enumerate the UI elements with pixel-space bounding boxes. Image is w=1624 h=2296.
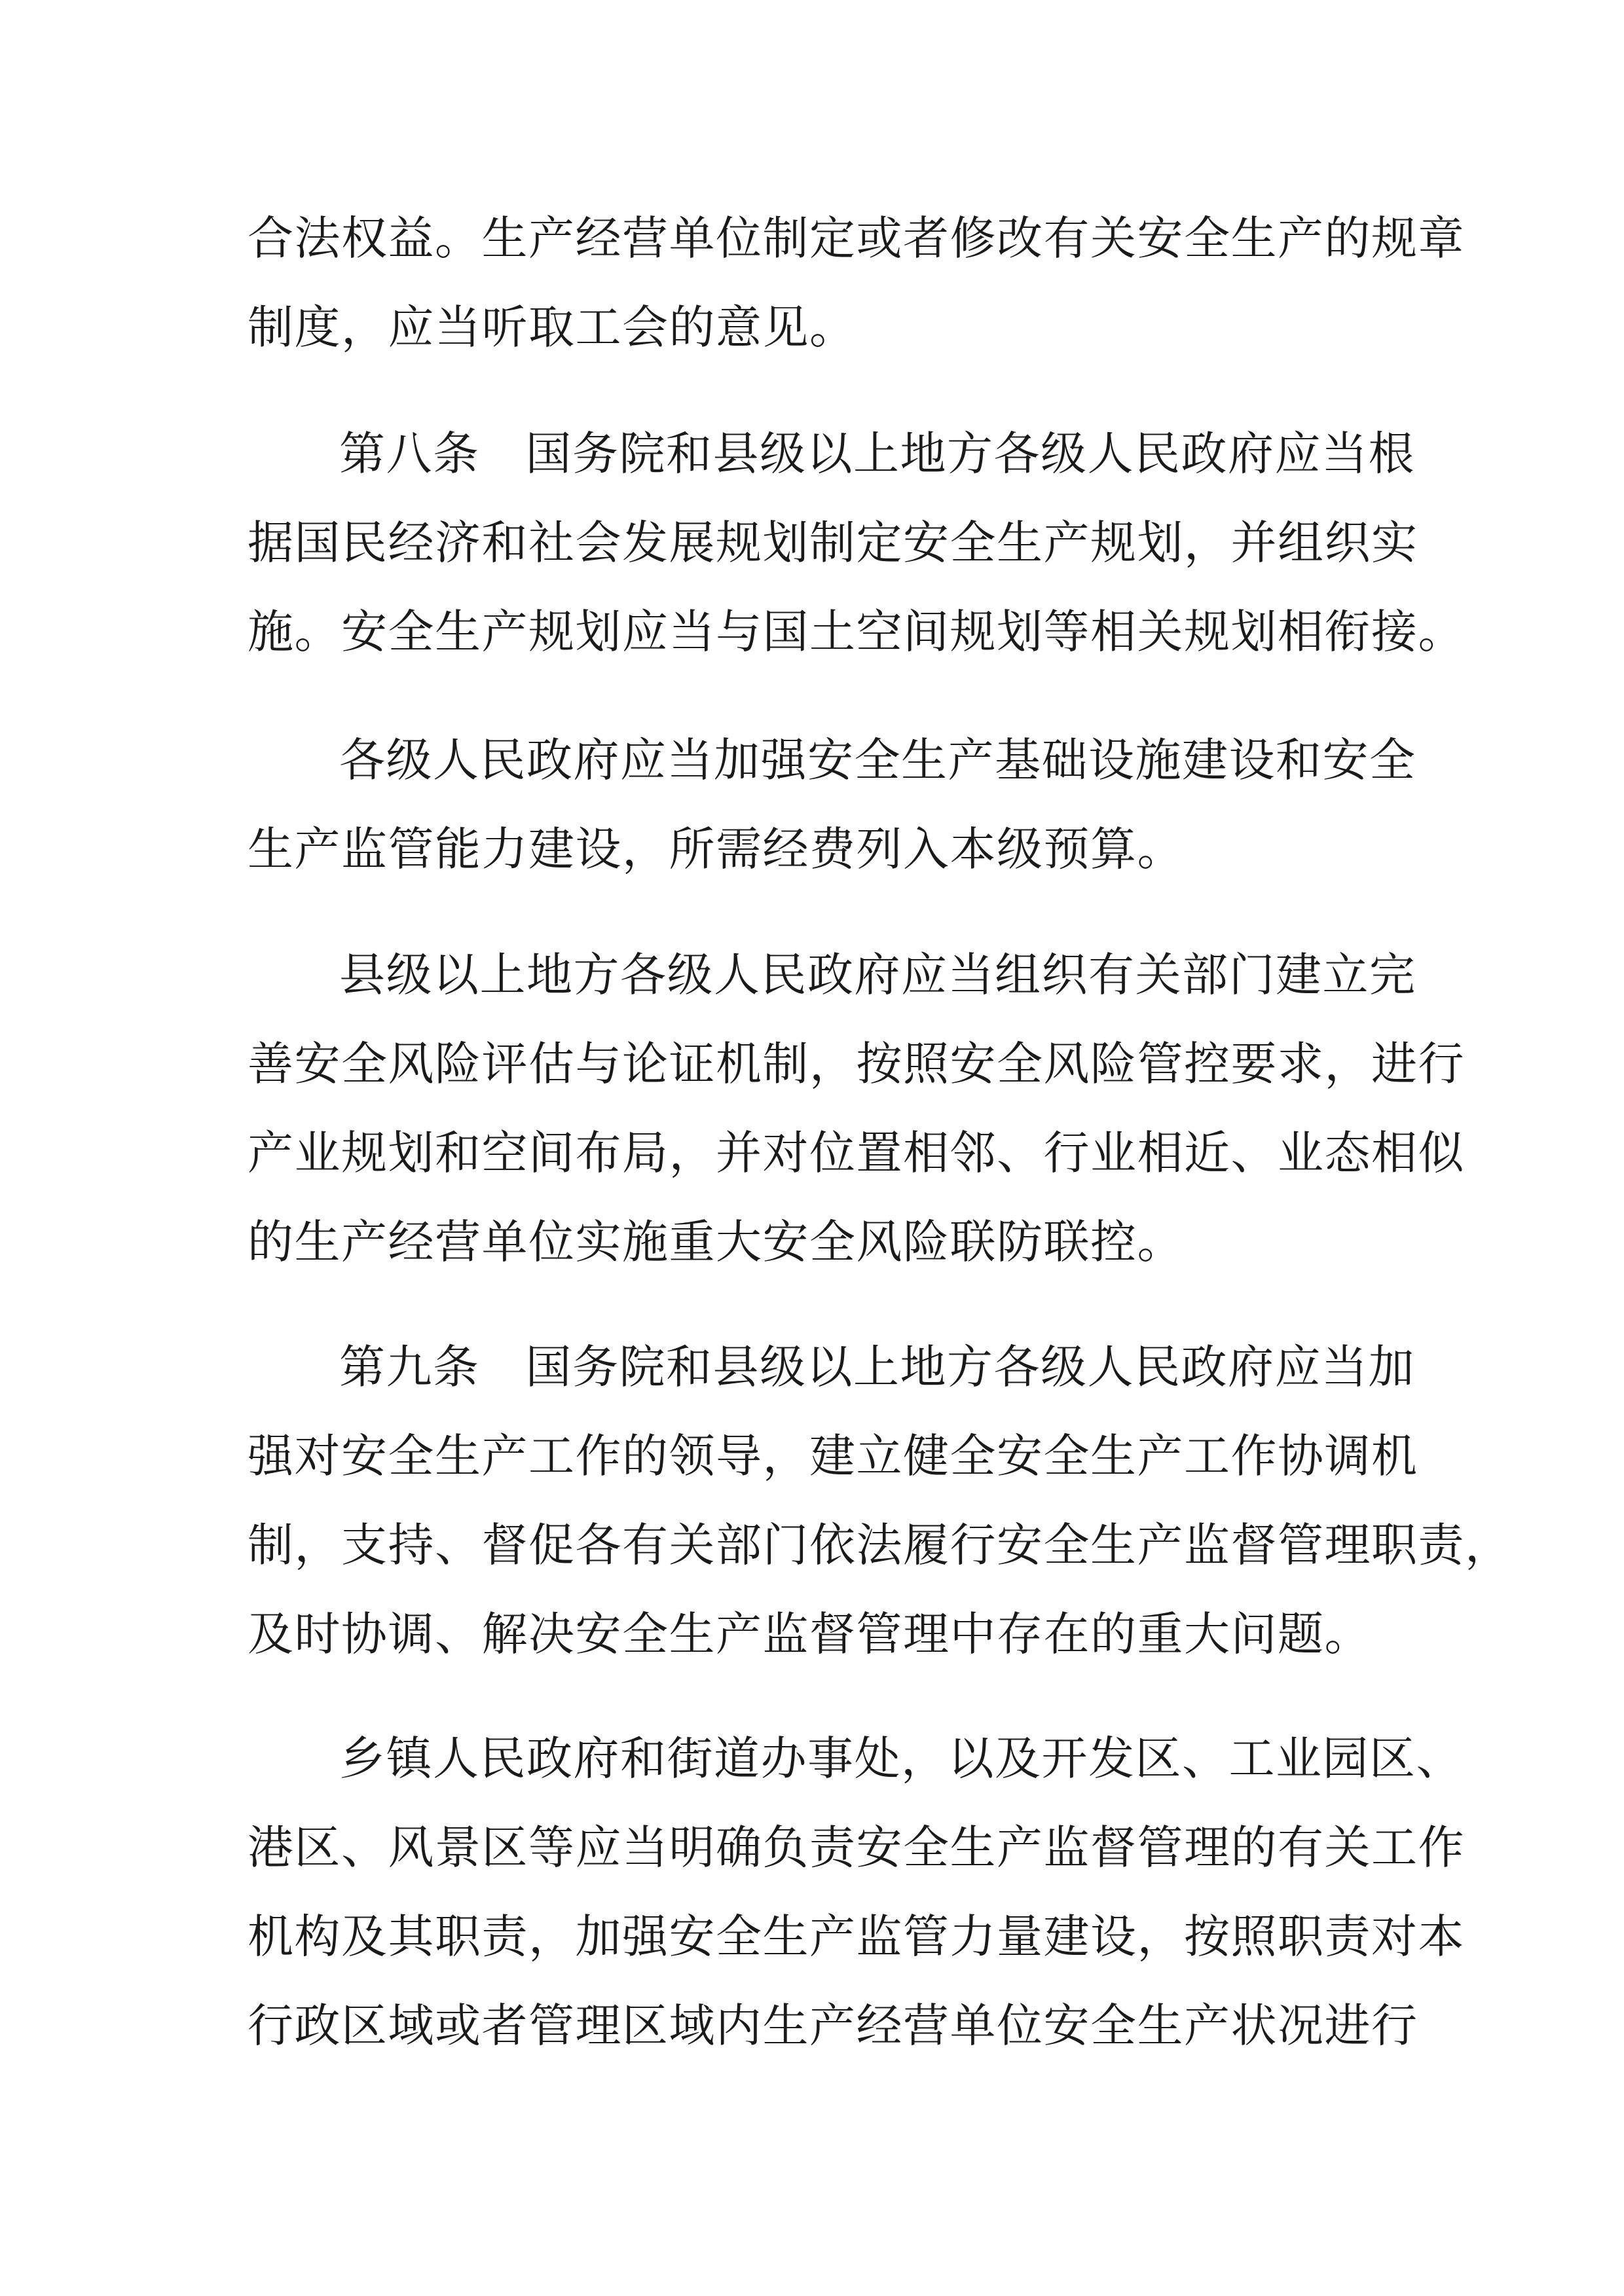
- paragraph-line: [248, 409, 1415, 498]
- paragraph-continuation: [248, 194, 1465, 372]
- article-label: 第九条: [339, 1340, 480, 1394]
- paragraph-line: 的生产经营单位实施重大安全风险联防联控。: [248, 1215, 1184, 1269]
- paragraph-line: 港区、风景区等应当明确负责安全生产监督管理的有关工作: [248, 1821, 1465, 1874]
- paragraph-line: 产业规划和空间布局，并对位置相邻、行业相近、业态相似: [248, 1126, 1465, 1180]
- paragraph-line-text: 国务院和县级以上地方各级人民政府应当加: [525, 1340, 1415, 1394]
- paragraph-line: 各级人民政府应当加强安全生产基础设施建设和安全: [339, 733, 1416, 787]
- paragraph-line: 据国民经济和社会发展规划制定安全生产规划，并组织实: [248, 516, 1418, 570]
- paragraph-infrastructure: [248, 716, 1416, 894]
- paragraph-line: 及时协调、解决安全生产监督管理中存在的重大问题。: [248, 1607, 1371, 1661]
- paragraph-risk-assessment: [248, 930, 1465, 1286]
- paragraph-line: 县级以上地方各级人民政府应当组织有关部门建立完: [339, 948, 1416, 1002]
- paragraph-line: [248, 1322, 1415, 1412]
- article-8: [248, 409, 1465, 676]
- paragraph-line: 施。安全生产规划应当与国土空间规划等相关规划相衔接。: [248, 605, 1465, 659]
- paragraph-line: 强对安全生产工作的领导，建立健全安全生产工作协调机: [248, 1429, 1418, 1483]
- paragraph-line: 机构及其职责，加强安全生产监管力量建设，按照职责对本: [248, 1910, 1465, 1963]
- paragraph-line: 生产监管能力建设，所需经费列入本级预算。: [248, 822, 1184, 876]
- paragraph-line: 乡镇人民政府和街道办事处，以及开发区、工业园区、: [339, 1732, 1463, 1785]
- paragraph-line-text: 国务院和县级以上地方各级人民政府应当根: [525, 427, 1415, 481]
- paragraph-line: 行政区域或者管理区域内生产经营单位安全生产状况进行: [248, 1999, 1418, 2052]
- paragraph-line: 善安全风险评估与论证机制，按照安全风险管控要求，进行: [248, 1037, 1465, 1091]
- article-9: [248, 1322, 1512, 1679]
- paragraph-township: [248, 1714, 1465, 2070]
- paragraph-line: 制度，应当听取工会的意见。: [248, 301, 857, 354]
- article-label: 第八条: [339, 427, 480, 481]
- paragraph-line: 制，支持、督促各有关部门依法履行安全生产监督管理职责，: [248, 1518, 1512, 1572]
- paragraph-line: 合法权益。生产经营单位制定或者修改有关安全生产的规章: [248, 211, 1465, 265]
